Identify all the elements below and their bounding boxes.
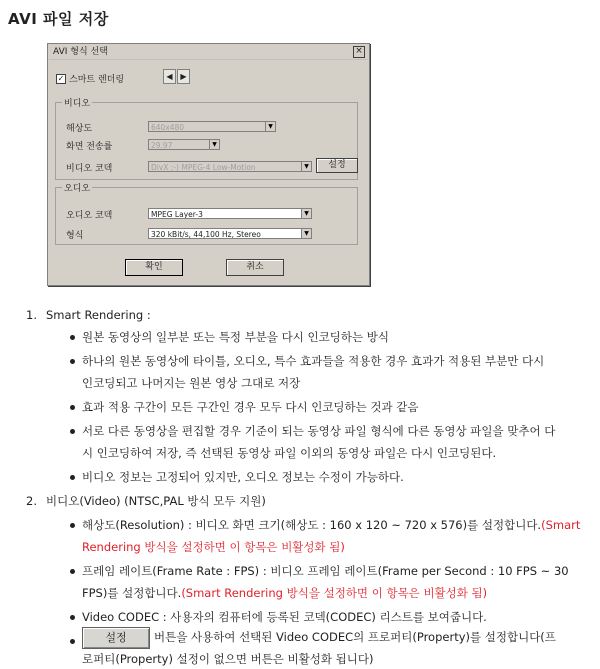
arrow-right-icon[interactable]: ▶: [177, 69, 190, 84]
bullet: [70, 523, 75, 528]
close-icon[interactable]: ×: [353, 46, 365, 58]
framerate-note: (Smart Rendering 방식을 설정하면 이 항목은 비활성화 됨): [181, 586, 488, 600]
bullet: [70, 639, 75, 644]
framerate-value: 29.97: [151, 141, 173, 150]
item-title: 비디오(Video) (NTSC,PAL 방식 모두 지원): [46, 494, 266, 508]
video-group: [55, 96, 358, 180]
list-item: 프레임 레이트(Frame Rate : FPS) : 비디오 프레임 레이트(Frame per Second : 10 FPS ~ 30: [82, 564, 569, 578]
bullet: [70, 569, 75, 574]
settings-text: 버튼을 사용하여 선택된 Video CODEC의 프로퍼티(Property)를 설정합니다(프: [154, 630, 556, 644]
ok-button[interactable]: 확인: [125, 259, 183, 276]
settings-button-image[interactable]: 설정: [82, 627, 150, 649]
cancel-button[interactable]: 취소: [226, 259, 284, 276]
page-title: AVI 파일 저장: [8, 10, 109, 28]
list-item: [82, 515, 580, 535]
format-select[interactable]: [148, 228, 312, 239]
bullet: [70, 405, 75, 410]
resolution-select[interactable]: [148, 121, 276, 132]
audio-group: [55, 181, 358, 245]
framerate-select[interactable]: [148, 139, 220, 150]
codec-settings-button[interactable]: 설정: [316, 158, 358, 173]
audio-codec-value: MPEG Layer-3: [151, 210, 203, 219]
video-group-label: 비디오: [64, 99, 91, 109]
avi-format-dialog: [47, 43, 370, 286]
chevron-down-icon: ▼: [209, 140, 219, 149]
chevron-down-icon: ▼: [301, 229, 311, 238]
resolution-note-continued: Rendering 방식을 설정하면 이 항목은 비활성화 됨): [82, 540, 345, 554]
chevron-down-icon: ▼: [265, 122, 275, 131]
dialog-title: AVI 형식 선택: [49, 45, 368, 60]
chevron-down-icon: ▼: [301, 209, 311, 218]
audio-group-label: 오디오: [64, 184, 91, 194]
audio-codec-select[interactable]: [148, 208, 312, 219]
resolution-text: 해상도(Resolution) : 비디오 화면 크기(해상도 : 160 x 120 ~ 720 x 576)를 설정합니다.: [82, 518, 542, 532]
bullet: [70, 335, 75, 340]
bullet: [70, 429, 75, 434]
format-label: 형식: [66, 231, 84, 241]
list-item-continued: 시 인코딩하여 저장, 즉 선택된 동영상 파일 이외의 동영상 파일은 다시 인코딩된다.: [82, 446, 497, 460]
resolution-note: (Smart: [541, 518, 581, 532]
list-item: [82, 627, 556, 649]
list-item-continued: 로퍼티(Property) 설정이 없으면 버튼은 비활성화 됩니다): [82, 652, 374, 666]
video-codec-select[interactable]: [148, 161, 312, 172]
nav-arrows: [163, 69, 191, 84]
framerate-text: FPS)를 설정합니다.: [82, 586, 182, 600]
list-item-continued: 인코딩되고 나머지는 원본 영상 그대로 저장: [82, 376, 301, 390]
smart-rendering-checkbox[interactable]: ✓: [57, 73, 65, 83]
format-value: 320 kBit/s, 44,100 Hz, Stereo: [151, 230, 261, 239]
video-codec-label: 비디오 코덱: [66, 164, 113, 174]
list-item: 효과 적용 구간이 모든 구간인 경우 모두 다시 인코딩하는 것과 같음: [82, 400, 419, 414]
audio-codec-label: 오디오 코덱: [66, 211, 113, 221]
bullet: [70, 359, 75, 364]
item-number: 1.: [26, 308, 37, 322]
resolution-value: 640x480: [151, 123, 185, 132]
list-item: 비디오 정보는 고정되어 있지만, 오디오 정보는 수정이 가능하다.: [82, 470, 404, 484]
item-title: Smart Rendering :: [46, 308, 151, 322]
list-item: 원본 동영상의 일부분 또는 특정 부분을 다시 인코딩하는 방식: [82, 330, 389, 344]
bullet: [70, 615, 75, 620]
chevron-down-icon: ▼: [301, 162, 311, 171]
list-item: 서로 다른 동영상을 편집할 경우 기준이 되는 동영상 파일 형식에 다른 동영상 파일을 맞추어 다: [82, 424, 556, 438]
item-number: 2.: [26, 494, 37, 508]
framerate-label: 화면 전송률: [66, 142, 113, 152]
smart-rendering-label: 스마트 렌더링: [69, 75, 125, 85]
bullet: [70, 475, 75, 480]
resolution-label: 해상도: [66, 124, 93, 134]
list-item-continued: [82, 583, 487, 603]
smart-rendering-row: [56, 72, 124, 85]
video-codec-value: DivX ;-) MPEG-4 Low-Motion: [151, 163, 256, 172]
arrow-left-icon[interactable]: ◀: [163, 69, 176, 84]
list-item: Video CODEC : 사용자의 컴퓨터에 등록된 코덱(CODEC) 리스트를 보여줍니다.: [82, 610, 487, 624]
list-item: 하나의 원본 동영상에 타이틀, 오디오, 특수 효과들을 적용한 경우 효과가 적용된 부분만 다시: [82, 354, 545, 368]
